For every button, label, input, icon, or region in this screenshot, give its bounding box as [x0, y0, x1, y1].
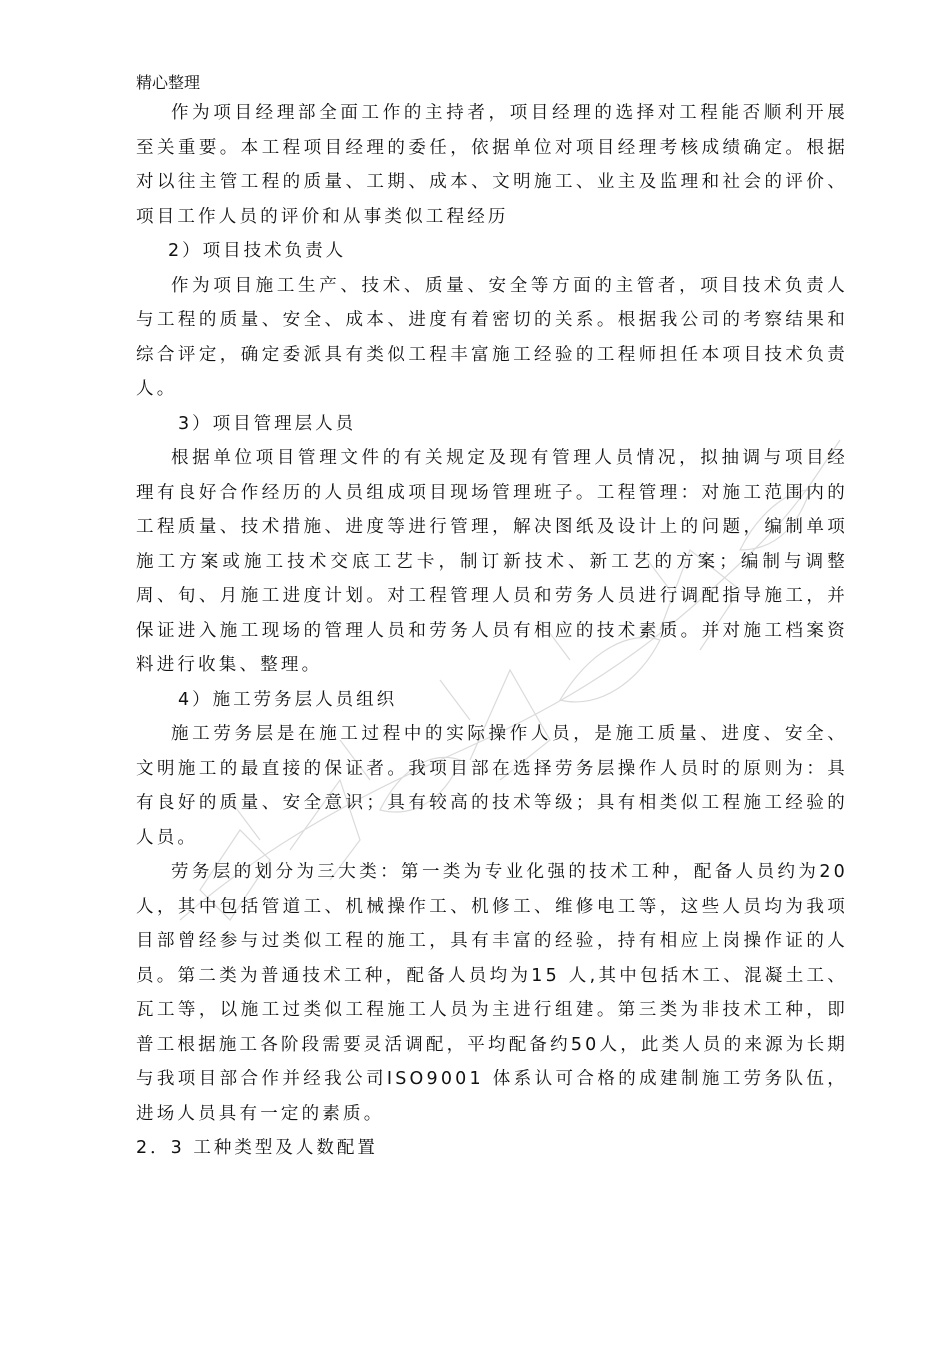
paragraph-project-manager: 作为项目经理部全面工作的主持者，项目经理的选择对工程能否顺利开展至关重要。本工程项目经理的委任，依据单位对项目经理考核成绩确定。根据对以往主管工程的质量、工期、成本、文明施工、业主及监理和社会的评价、项目工作人员的评价和从事类似工程经历	[136, 103, 848, 227]
header-note: 精心整理	[136, 73, 201, 92]
heading-technical-lead: 2）项目技术负责人	[168, 241, 347, 261]
document-body	[136, 96, 848, 1166]
paragraph-labor-categories: 劳务层的划分为三大类：第一类为专业化强的技术工种，配备人员约为20 人，其中包括管道工、机械操作工、机修工、维修电工等，这些人员均为我项目部曾经参与过类似工程的施工，具有丰富的经验，持有相应上岗操作证的人员。第二类为普通技术工种，配备人员均为15 人,其中包括木工、混凝土工、瓦工等，以施工过类似工程施工人员为主进行组建。第三类为非技术工种，即普工根据施工各阶段需要灵活调配，平均配备约50人，此类人员的来源为长期与我项目部合作并经我公司ISO9001 体系认可合格的成建制施工劳务队伍，进场人员具有一定的素质。	[136, 862, 848, 1124]
paragraph-management-staff: 根据单位项目管理文件的有关规定及现有管理人员情况，拟抽调与项目经理有良好合作经历的人员组成项目现场管理班子。工程管理：对施工范围内的工程质量、技术措施、进度等进行管理，解决图纸及设计上的问题，编制单项施工方案或施工技术交底工艺卡，制订新技术、新工艺的方案；编制与调整周、旬、月施工进度计划。对工程管理人员和劳务人员进行调配指导施工，并保证进入施工现场的管理人员和劳务人员有相应的技术素质。并对施工档案资料进行收集、整理。	[136, 448, 848, 675]
paragraph-technical-lead: 作为项目施工生产、技术、质量、安全等方面的主管者，项目技术负责人与工程的质量、安全、成本、进度有着密切的关系。根据我公司的考察结果和综合评定，确定委派具有类似工程丰富施工经验的工程师担任本项目技术负责人。	[136, 275, 848, 399]
heading-management-staff: 3）项目管理层人员	[178, 413, 357, 434]
heading-labor-organization: 4）施工劳务层人员组织	[178, 689, 398, 710]
section-title-trade-types: 2．3 工种类型及人数配置	[136, 1138, 378, 1158]
paragraph-labor-principles: 施工劳务层是在施工过程中的实际操作人员，是施工质量、进度、安全、文明施工的最直接的保证者。我项目部在选择劳务层操作人员时的原则为：具有良好的质量、安全意识；具有较高的技术等级；具有相类似工程施工经验的人员。	[136, 724, 848, 848]
